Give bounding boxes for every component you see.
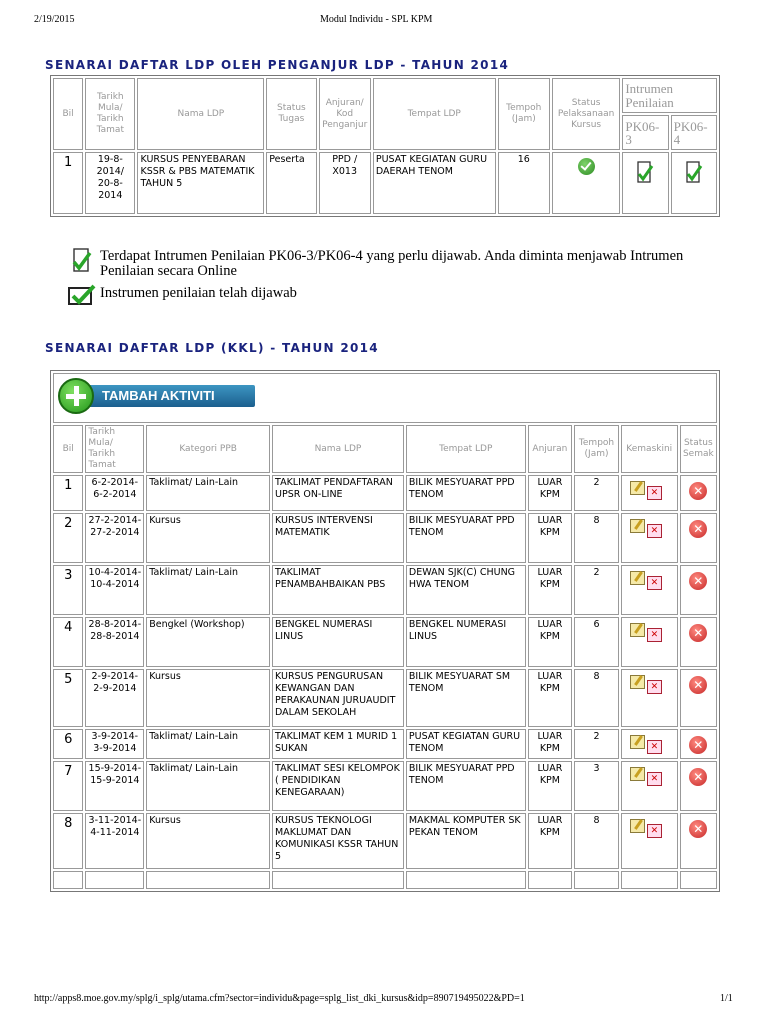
plus-icon <box>58 378 94 414</box>
col-tempat: Tempat LDP <box>406 425 526 473</box>
clipboard-check-icon[interactable] <box>684 160 704 186</box>
edit-icon[interactable] <box>630 481 645 495</box>
row-anjuran: LUAR KPM <box>528 813 573 869</box>
row-tempat: BILIK MESYUARAT SM TENOM <box>406 669 526 727</box>
row-tempat: BENGKEL NUMERASI LINUS <box>406 617 526 667</box>
row-status: Peserta <box>266 152 316 214</box>
row-status-semak <box>680 729 717 759</box>
row-bil: 6 <box>53 729 83 759</box>
col-bil: Bil <box>53 78 83 150</box>
col-bil: Bil <box>53 425 83 473</box>
row-bil: 4 <box>53 617 83 667</box>
row-kemaskini <box>621 617 678 667</box>
col-tempoh: Tempoh (Jam) <box>498 78 550 150</box>
row-tarikh: 3-11-2014- 4-11-2014 <box>85 813 144 869</box>
row-kategori: Taklimat/ Lain-Lain <box>146 761 270 811</box>
clipboard-check-icon <box>70 247 94 275</box>
remove-icon[interactable]: ✕ <box>647 628 662 642</box>
remove-icon[interactable]: ✕ <box>647 824 662 838</box>
row-tempat: PUSAT KEGIATAN GURU DAERAH TENOM <box>373 152 496 214</box>
row-nama: TAKLIMAT SESI KELOMPOK ( PENDIDIKAN KENEGARAAN) <box>272 761 404 811</box>
row-bil: 2 <box>53 513 83 563</box>
col-pk06-3: PK06-3 <box>622 115 668 150</box>
footer-cell <box>53 871 83 889</box>
row-tempoh: 3 <box>574 761 619 811</box>
row-anjuran: LUAR KPM <box>528 669 573 727</box>
delete-circle-icon[interactable]: ✕ <box>689 624 707 642</box>
table-row <box>53 475 717 511</box>
table-row <box>53 152 717 214</box>
row-kemaskini <box>621 669 678 727</box>
row-nama: TAKLIMAT KEM 1 MURID 1 SUKAN <box>272 729 404 759</box>
row-bil: 7 <box>53 761 83 811</box>
print-url: http://apps8.moe.gov.my/splg/i_splg/utama.cfm?sector=individu&page=splg_list_dki_kursus&idp=890719495022&PD=1 <box>34 993 525 1004</box>
row-anjuran: LUAR KPM <box>528 617 573 667</box>
row-nama: KURSUS PENGURUSAN KEWANGAN DAN PERAKAUNAN JURUAUDIT DALAM SEKOLAH <box>272 669 404 727</box>
remove-icon[interactable]: ✕ <box>647 486 662 500</box>
section2-title: SENARAI DAFTAR LDP (KKL) - TAHUN 2014 <box>45 341 379 355</box>
section1-title: SENARAI DAFTAR LDP OLEH PENGANJUR LDP - TAHUN 2014 <box>45 58 510 72</box>
row-status-semak <box>680 761 717 811</box>
col-kategori: Kategori PPB <box>146 425 270 473</box>
col-instrumen: Intrumen Penilaian <box>622 78 717 113</box>
edit-icon[interactable] <box>630 623 645 637</box>
edit-icon[interactable] <box>630 819 645 833</box>
col-tempoh: Tempoh (Jam) <box>574 425 619 473</box>
row-tarikh: 19-8-2014/ 20-8-2014 <box>85 152 135 214</box>
print-title: Modul Individu - SPL KPM <box>320 14 433 25</box>
row-kategori: Kursus <box>146 513 270 563</box>
row-pelaksanaan <box>552 152 620 214</box>
row-tarikh: 6-2-2014- 6-2-2014 <box>85 475 144 511</box>
col-tarikh: Tarikh Mula/ Tarikh Tamat <box>85 78 135 150</box>
row-tarikh: 27-2-2014- 27-2-2014 <box>85 513 144 563</box>
row-tempoh: 6 <box>574 617 619 667</box>
legend-pending-text: Terdapat Intrumen Penilaian PK06-3/PK06-4 yang perlu dijawab. Anda diminta menjawab Intrumen Penilaian secara Online <box>100 248 684 279</box>
ldp-kkl-table <box>50 370 720 892</box>
row-tempat: BILIK MESYUARAT PPD TENOM <box>406 761 526 811</box>
checkbox-checked-icon <box>68 284 96 306</box>
col-nama: Nama LDP <box>137 78 264 150</box>
print-page: 1/1 <box>720 993 733 1004</box>
row-kemaskini <box>621 565 678 615</box>
delete-circle-icon[interactable]: ✕ <box>689 820 707 838</box>
edit-icon[interactable] <box>630 519 645 533</box>
check-circle-icon <box>578 158 595 175</box>
row-nama: TAKLIMAT PENDAFTARAN UPSR ON-LINE <box>272 475 404 511</box>
remove-icon[interactable]: ✕ <box>647 576 662 590</box>
row-kategori: Taklimat/ Lain-Lain <box>146 565 270 615</box>
table-row <box>53 617 717 667</box>
row-pk06-4[interactable] <box>671 152 717 214</box>
delete-circle-icon[interactable]: ✕ <box>689 572 707 590</box>
row-nama: TAKLIMAT PENAMBAHBAIKAN PBS <box>272 565 404 615</box>
edit-icon[interactable] <box>630 735 645 749</box>
row-nama: KURSUS INTERVENSI MATEMATIK <box>272 513 404 563</box>
row-nama: KURSUS TEKNOLOGI MAKLUMAT DAN KOMUNIKASI KSSR TAHUN 5 <box>272 813 404 869</box>
row-status-semak <box>680 475 717 511</box>
row-tempoh: 16 <box>498 152 550 214</box>
row-kemaskini <box>621 761 678 811</box>
row-kemaskini <box>621 475 678 511</box>
edit-icon[interactable] <box>630 675 645 689</box>
row-status-semak <box>680 513 717 563</box>
col-tarikh: Tarikh Mula/ Tarikh Tamat <box>85 425 144 473</box>
row-bil: 3 <box>53 565 83 615</box>
row-tempoh: 2 <box>574 475 619 511</box>
ldp-penganjur-table <box>50 75 720 217</box>
row-status-semak <box>680 813 717 869</box>
row-tempat: BILIK MESYUARAT PPD TENOM <box>406 513 526 563</box>
row-tempoh: 8 <box>574 813 619 869</box>
row-tempoh: 8 <box>574 513 619 563</box>
col-status: Status Tugas <box>266 78 316 150</box>
row-tarikh: 2-9-2014- 2-9-2014 <box>85 669 144 727</box>
row-bil: 1 <box>53 152 83 214</box>
table-row <box>53 565 717 615</box>
row-tempoh: 8 <box>574 669 619 727</box>
row-status-semak <box>680 617 717 667</box>
row-tarikh: 10-4-2014- 10-4-2014 <box>85 565 144 615</box>
delete-circle-icon[interactable]: ✕ <box>689 768 707 786</box>
row-tempat: MAKMAL KOMPUTER SK PEKAN TENOM <box>406 813 526 869</box>
row-kemaskini <box>621 513 678 563</box>
table-header-row <box>53 425 717 473</box>
print-date: 2/19/2015 <box>34 14 75 25</box>
row-nama: BENGKEL NUMERASI LINUS <box>272 617 404 667</box>
edit-icon[interactable] <box>630 571 645 585</box>
row-kategori: Taklimat/ Lain-Lain <box>146 475 270 511</box>
row-kategori: Kursus <box>146 813 270 869</box>
col-status-semak: Status Semak <box>680 425 717 473</box>
delete-circle-icon[interactable]: ✕ <box>689 736 707 754</box>
col-kemaskini: Kemaskini <box>621 425 678 473</box>
footer-cell <box>146 871 270 889</box>
remove-icon[interactable]: ✕ <box>647 524 662 538</box>
table-header-row <box>53 78 717 113</box>
table-row <box>53 669 717 727</box>
footer-cell <box>621 871 678 889</box>
footer-cell <box>85 871 144 889</box>
col-pk06-4: PK06-4 <box>671 115 717 150</box>
footer-cell <box>574 871 619 889</box>
row-tempoh: 2 <box>574 565 619 615</box>
row-kemaskini <box>621 729 678 759</box>
toolbar-row <box>53 373 717 423</box>
table-row <box>53 813 717 869</box>
row-status-semak <box>680 669 717 727</box>
remove-icon[interactable]: ✕ <box>647 680 662 694</box>
footer-cell <box>272 871 404 889</box>
table-row <box>53 513 717 563</box>
row-pk06-3[interactable] <box>622 152 668 214</box>
footer-cell <box>406 871 526 889</box>
row-tempat: DEWAN SJK(C) CHUNG HWA TENOM <box>406 565 526 615</box>
legend-done-text: Instrumen penilaian telah dijawab <box>100 285 297 301</box>
tambah-aktiviti-label: TAMBAH AKTIVITI <box>74 385 255 407</box>
row-nama: KURSUS PENYEBARAN KSSR & PBS MATEMATIK TAHUN 5 <box>137 152 264 214</box>
row-tarikh: 28-8-2014- 28-8-2014 <box>85 617 144 667</box>
table-footer-row <box>53 871 717 889</box>
row-anjuran: LUAR KPM <box>528 513 573 563</box>
row-anjuran: LUAR KPM <box>528 729 573 759</box>
row-anjuran: PPD / X013 <box>319 152 371 214</box>
row-kemaskini <box>621 813 678 869</box>
row-anjuran: LUAR KPM <box>528 761 573 811</box>
row-bil: 1 <box>53 475 83 511</box>
toolbar-cell <box>53 373 717 423</box>
row-bil: 5 <box>53 669 83 727</box>
footer-cell <box>528 871 573 889</box>
remove-icon[interactable]: ✕ <box>647 772 662 786</box>
row-tempat: PUSAT KEGIATAN GURU TENOM <box>406 729 526 759</box>
col-nama: Nama LDP <box>272 425 404 473</box>
row-kategori: Taklimat/ Lain-Lain <box>146 729 270 759</box>
tambah-aktiviti-button[interactable] <box>58 378 255 414</box>
col-anjuran: Anjuran/ Kod Penganjur <box>319 78 371 150</box>
edit-icon[interactable] <box>630 767 645 781</box>
delete-circle-icon[interactable]: ✕ <box>689 676 707 694</box>
row-kategori: Bengkel (Workshop) <box>146 617 270 667</box>
col-anjuran: Anjuran <box>528 425 573 473</box>
table-row <box>53 729 717 759</box>
row-anjuran: LUAR KPM <box>528 475 573 511</box>
delete-circle-icon[interactable]: ✕ <box>689 520 707 538</box>
row-tarikh: 3-9-2014- 3-9-2014 <box>85 729 144 759</box>
col-tempat: Tempat LDP <box>373 78 496 150</box>
table-row <box>53 761 717 811</box>
row-status-semak <box>680 565 717 615</box>
footer-cell <box>680 871 717 889</box>
clipboard-check-icon[interactable] <box>635 160 655 186</box>
row-tarikh: 15-9-2014- 15-9-2014 <box>85 761 144 811</box>
row-bil: 8 <box>53 813 83 869</box>
row-tempoh: 2 <box>574 729 619 759</box>
col-pelaksanaan: Status Pelaksanaan Kursus <box>552 78 620 150</box>
kkl-rows <box>53 475 717 869</box>
remove-icon[interactable]: ✕ <box>647 740 662 754</box>
row-kategori: Kursus <box>146 669 270 727</box>
row-anjuran: LUAR KPM <box>528 565 573 615</box>
delete-circle-icon[interactable]: ✕ <box>689 482 707 500</box>
row-tempat: BILIK MESYUARAT PPD TENOM <box>406 475 526 511</box>
